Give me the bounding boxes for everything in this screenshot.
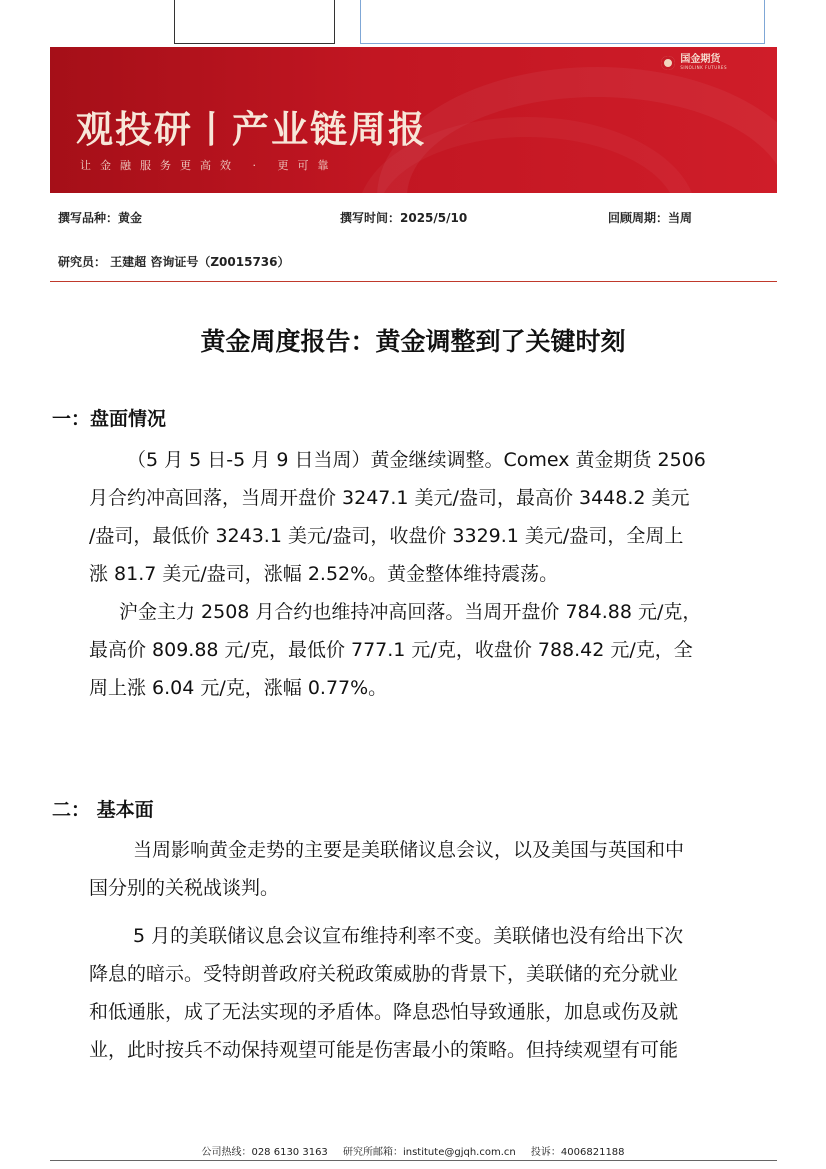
paragraph-line: 和低通胀，成了无法实现的矛盾体。降息恐怕导致通胀，加息或伤及就 xyxy=(89,1001,679,1023)
paragraph-1 xyxy=(89,441,779,593)
logo-name-cn: 国金期货 xyxy=(680,54,721,65)
document-title: 黄金周度报告：黄金调整到了关键时刻 xyxy=(200,327,626,356)
paragraph-line: 当周影响黄金走势的主要是美联储议息会议，以及美国与英国和中 xyxy=(133,839,685,861)
paragraph-line: （5 月 5 日-5 月 9 日当周）黄金继续调整。Comex 黄金期货 2506 xyxy=(127,449,706,471)
company-logo xyxy=(661,55,727,70)
banner-title: 观投研丨产业链周报 xyxy=(76,108,427,151)
section-heading-1: 一：盘面情况 xyxy=(52,408,167,430)
meta-researcher: 研究员： 王建超 咨询证号（Z0015736） xyxy=(58,255,290,269)
paragraph-line: 国分别的关税战谈判。 xyxy=(89,877,280,899)
paragraph-line: 周上涨 6.04 元/克，涨幅 0.77%。 xyxy=(89,677,388,699)
paragraph-line: 最高价 809.88 元/克，最低价 777.1 元/克，收盘价 788.42 元/克，全 xyxy=(89,639,693,661)
meta-period: 回顾周期：当周 xyxy=(608,211,693,225)
section-heading-2: 二： 基本面 xyxy=(52,799,154,821)
paragraph-line: 5 月的美联储议息会议宣布维持利率不变。美联储也没有给出下次 xyxy=(133,925,684,947)
meta-date: 撰写时间：2025/5/10 xyxy=(340,211,468,225)
paragraph-line: 月合约冲高回落，当周开盘价 3247.1 美元/盎司，最高价 3448.2 美元 xyxy=(89,487,690,509)
paragraph-3 xyxy=(89,831,779,907)
paragraph-2 xyxy=(89,593,779,707)
report-banner xyxy=(50,47,777,193)
paragraph-4 xyxy=(89,917,779,1069)
logo-icon xyxy=(661,56,675,70)
banner-subtitle: 让金融服务更高效 · 更可靠 xyxy=(80,159,338,172)
footer-divider xyxy=(50,1160,777,1161)
paragraph-line: 业，此时按兵不动保持观望可能是伤害最小的策略。但持续观望有可能 xyxy=(89,1039,679,1061)
footer-hotline: 公司热线：028 6130 3163 xyxy=(201,1147,328,1158)
paragraph-line: 涨 81.7 美元/盎司，涨幅 2.52%。黄金整体维持震荡。 xyxy=(89,563,559,585)
page-footer xyxy=(0,1143,826,1158)
header-divider xyxy=(50,281,777,282)
paragraph-line: 降息的暗示。受特朗普政府关税政策威胁的背景下，美联储的充分就业 xyxy=(89,963,679,985)
meta-variety: 撰写品种：黄金 xyxy=(58,211,143,225)
header-box-left xyxy=(174,0,335,44)
header-box-right xyxy=(360,0,765,44)
logo-name-en: SINOLINK FUTURES xyxy=(680,65,727,70)
footer-email[interactable]: 研究所邮箱：institute@gjqh.com.cn xyxy=(342,1147,516,1158)
paragraph-line: /盎司，最低价 3243.1 美元/盎司，收盘价 3329.1 美元/盎司，全周上 xyxy=(89,525,684,547)
footer-complaint: 投诉：4006821188 xyxy=(530,1147,625,1158)
paragraph-line: 沪金主力 2508 月合约也维持冲高回落。当周开盘价 784.88 元/克， xyxy=(119,601,702,623)
